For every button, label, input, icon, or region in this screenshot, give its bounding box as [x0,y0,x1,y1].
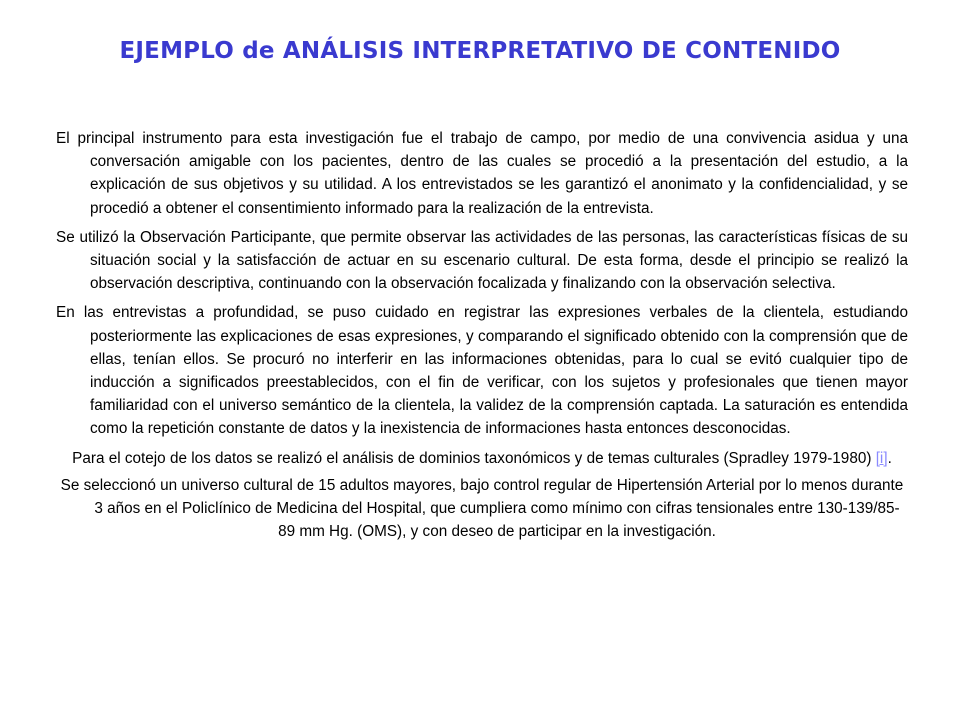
slide-title: EJEMPLO de ANÁLISIS INTERPRETATIVO DE CONTENIDO [119,38,841,64]
cotejo-text: Para el cotejo de los datos se realizó el análisis de dominios taxonómicos y de temas culturales (Spradley 1979-1980) [72,449,876,467]
paragraph-cotejo [56,447,908,470]
slide-body [56,127,908,547]
paragraph-entrevistas: En las entrevistas a profundidad, se puso cuidado en registrar las expresiones verbales de la clientela, estudiando posteriormente las explicaciones de esas expresiones, y comparando el significado obtenido con la comprensión que de ellas, tenían ellos. Se procuró no interferir en las informaciones obtenidas, para lo cual se evitó cualquier tipo de inducción a significados preestablecidos, con el fin de verificar, con los sujetos y profesionales que tienen mayor familiaridad con el universo semántico de la clientela, la validez de la comprensión captada. La saturación es entendida como la repetición constante de datos y la inexistencia de informaciones hasta entonces desconocidas. [56,304,908,438]
footnote-link[interactable]: [i] [875,449,888,467]
cotejo-end: . [887,449,892,467]
paragraph-universo: Se seleccionó un universo cultural de 15 adultos mayores, bajo control regular de Hipertensión Arterial por lo menos durante 3 años en el Policlínico de Medicina del Hospital, que cumpliera como mínimo con cifras tensionales entre 130-139/85-89 mm Hg. (OMS), y con deseo de participar en la investigación. [60,476,904,541]
paragraph-observacion: Se utilizó la Observación Participante, que permite observar las actividades de las personas, las características físicas de su situación social y la satisfacción de actuar en su escenario cultural. De esta forma, desde el principio se realizó la observación descriptiva, continuando con la observación focalizada y finalizando con la observación selectiva. [56,228,908,293]
paragraph-instrumento: El principal instrumento para esta investigación fue el trabajo de campo, por medio de una convivencia asidua y una conversación amigable con los pacientes, dentro de las cuales se procedió a la presentación del estudio, a la explicación de sus objetivos y su utilidad. A los entrevistados se les garantizó el anonimato y la confidencialidad, y se procedió a obtener el consentimiento informado para la realización de la entrevista. [56,130,908,217]
